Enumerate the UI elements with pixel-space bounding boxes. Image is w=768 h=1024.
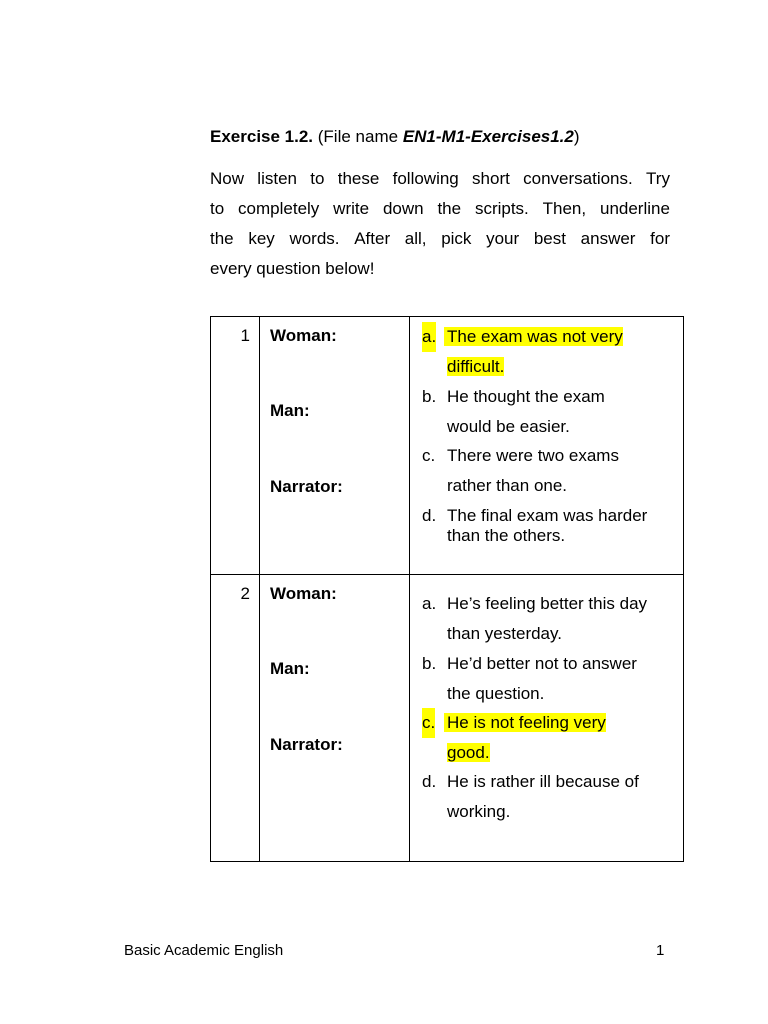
speaker-narrator: Narrator: bbox=[270, 477, 343, 496]
instructions-word: the bbox=[210, 229, 234, 248]
speaker-woman: Woman: bbox=[270, 584, 337, 603]
instructions-word: key bbox=[248, 229, 275, 248]
option-letter: c. bbox=[422, 708, 435, 738]
speaker-narrator: Narrator: bbox=[270, 735, 343, 754]
instructions-word: pick bbox=[441, 229, 472, 248]
option-text-line: He’s feeling better this day bbox=[447, 594, 648, 613]
question-row bbox=[211, 317, 684, 575]
option-text-line: He’d better not to answer bbox=[447, 654, 637, 673]
option-letter: b. bbox=[422, 654, 437, 673]
instructions-line bbox=[210, 224, 670, 254]
instructions-word: scripts. bbox=[474, 199, 529, 218]
instructions-word: these bbox=[337, 169, 380, 188]
instructions-word: completely bbox=[238, 199, 320, 218]
option-letter: a. bbox=[422, 594, 437, 613]
answer-options bbox=[410, 317, 683, 574]
instructions-word: conversations. bbox=[523, 169, 633, 188]
exercise-heading bbox=[210, 127, 580, 147]
instructions-word: short bbox=[472, 169, 510, 188]
file-name-prefix: (File name bbox=[317, 127, 399, 146]
option-text-line: good. bbox=[447, 743, 490, 762]
page-number: 1 bbox=[656, 942, 665, 959]
instructions-word: listen bbox=[257, 169, 297, 188]
instructions-word: the bbox=[437, 199, 462, 218]
option-letter: a. bbox=[422, 322, 436, 352]
instructions-word: After bbox=[354, 229, 391, 248]
instructions-word: your bbox=[486, 229, 520, 248]
speakers-cell bbox=[260, 575, 410, 862]
instructions-word: best bbox=[533, 229, 566, 248]
instructions-word: write bbox=[333, 199, 370, 218]
option-letter: d. bbox=[422, 506, 437, 525]
option-text-line: The exam was not very bbox=[444, 327, 623, 346]
speaker-woman: Woman: bbox=[270, 326, 337, 345]
speakers-cell bbox=[260, 317, 410, 575]
footer-title: Basic Academic English bbox=[124, 942, 284, 959]
instructions-word: every question below! bbox=[210, 259, 375, 278]
option-text-line: difficult. bbox=[447, 357, 505, 376]
option-text-line: would be easier. bbox=[447, 417, 570, 436]
option-letter: d. bbox=[422, 772, 437, 791]
question-row bbox=[211, 575, 684, 862]
answer-option-d bbox=[422, 506, 684, 546]
option-text-line: working. bbox=[447, 802, 511, 821]
instructions-line bbox=[210, 194, 670, 224]
option-text-line: than yesterday. bbox=[447, 624, 562, 643]
option-text-line: than the others. bbox=[447, 526, 566, 545]
instructions-word: to bbox=[310, 169, 325, 188]
answer-option-b bbox=[422, 649, 684, 709]
answer-option-a bbox=[422, 322, 684, 382]
instructions-word: answer bbox=[580, 229, 636, 248]
file-name-suffix: ) bbox=[573, 127, 580, 146]
option-letter: b. bbox=[422, 387, 437, 406]
exercise-label: Exercise 1.2. bbox=[210, 127, 314, 146]
instructions-line bbox=[210, 254, 670, 284]
speaker-man: Man: bbox=[270, 401, 310, 420]
question-number-cell bbox=[211, 317, 260, 575]
options-cell bbox=[410, 575, 684, 862]
instructions-paragraph bbox=[210, 164, 670, 284]
question-number: 2 bbox=[240, 584, 250, 603]
instructions-word: all, bbox=[404, 229, 427, 248]
option-text-line: He is not feeling very bbox=[444, 713, 606, 732]
answer-options bbox=[410, 575, 683, 861]
answer-option-b bbox=[422, 382, 684, 442]
instructions-word: to bbox=[210, 199, 225, 218]
option-text-line: He is rather ill because of bbox=[447, 772, 639, 791]
answer-option-c bbox=[422, 708, 684, 768]
answer-option-d bbox=[422, 767, 684, 827]
question-number-cell bbox=[211, 575, 260, 862]
instructions-word: words. bbox=[289, 229, 340, 248]
speaker-man: Man: bbox=[270, 659, 310, 678]
options-cell bbox=[410, 317, 684, 575]
option-text-line: rather than one. bbox=[447, 476, 568, 495]
instructions-word: Try bbox=[646, 169, 670, 188]
instructions-line bbox=[210, 164, 670, 194]
instructions-word: down bbox=[382, 199, 424, 218]
option-text-line: The final exam was harder bbox=[447, 506, 648, 525]
option-text-line: There were two exams bbox=[447, 446, 619, 465]
answer-option-a bbox=[422, 589, 684, 649]
file-name: EN1-M1-Exercises1.2 bbox=[402, 127, 574, 146]
instructions-word: Now bbox=[210, 169, 245, 188]
question-number: 1 bbox=[240, 326, 250, 345]
option-letter: c. bbox=[422, 446, 436, 465]
exercise-table bbox=[210, 316, 684, 862]
answer-option-c bbox=[422, 441, 684, 501]
option-text-line: He thought the exam bbox=[447, 387, 605, 406]
option-text-line: the question. bbox=[447, 684, 545, 703]
instructions-word: following bbox=[392, 169, 459, 188]
instructions-word: Then, bbox=[542, 199, 587, 218]
instructions-word: underline bbox=[599, 199, 670, 218]
instructions-word: for bbox=[650, 229, 670, 248]
